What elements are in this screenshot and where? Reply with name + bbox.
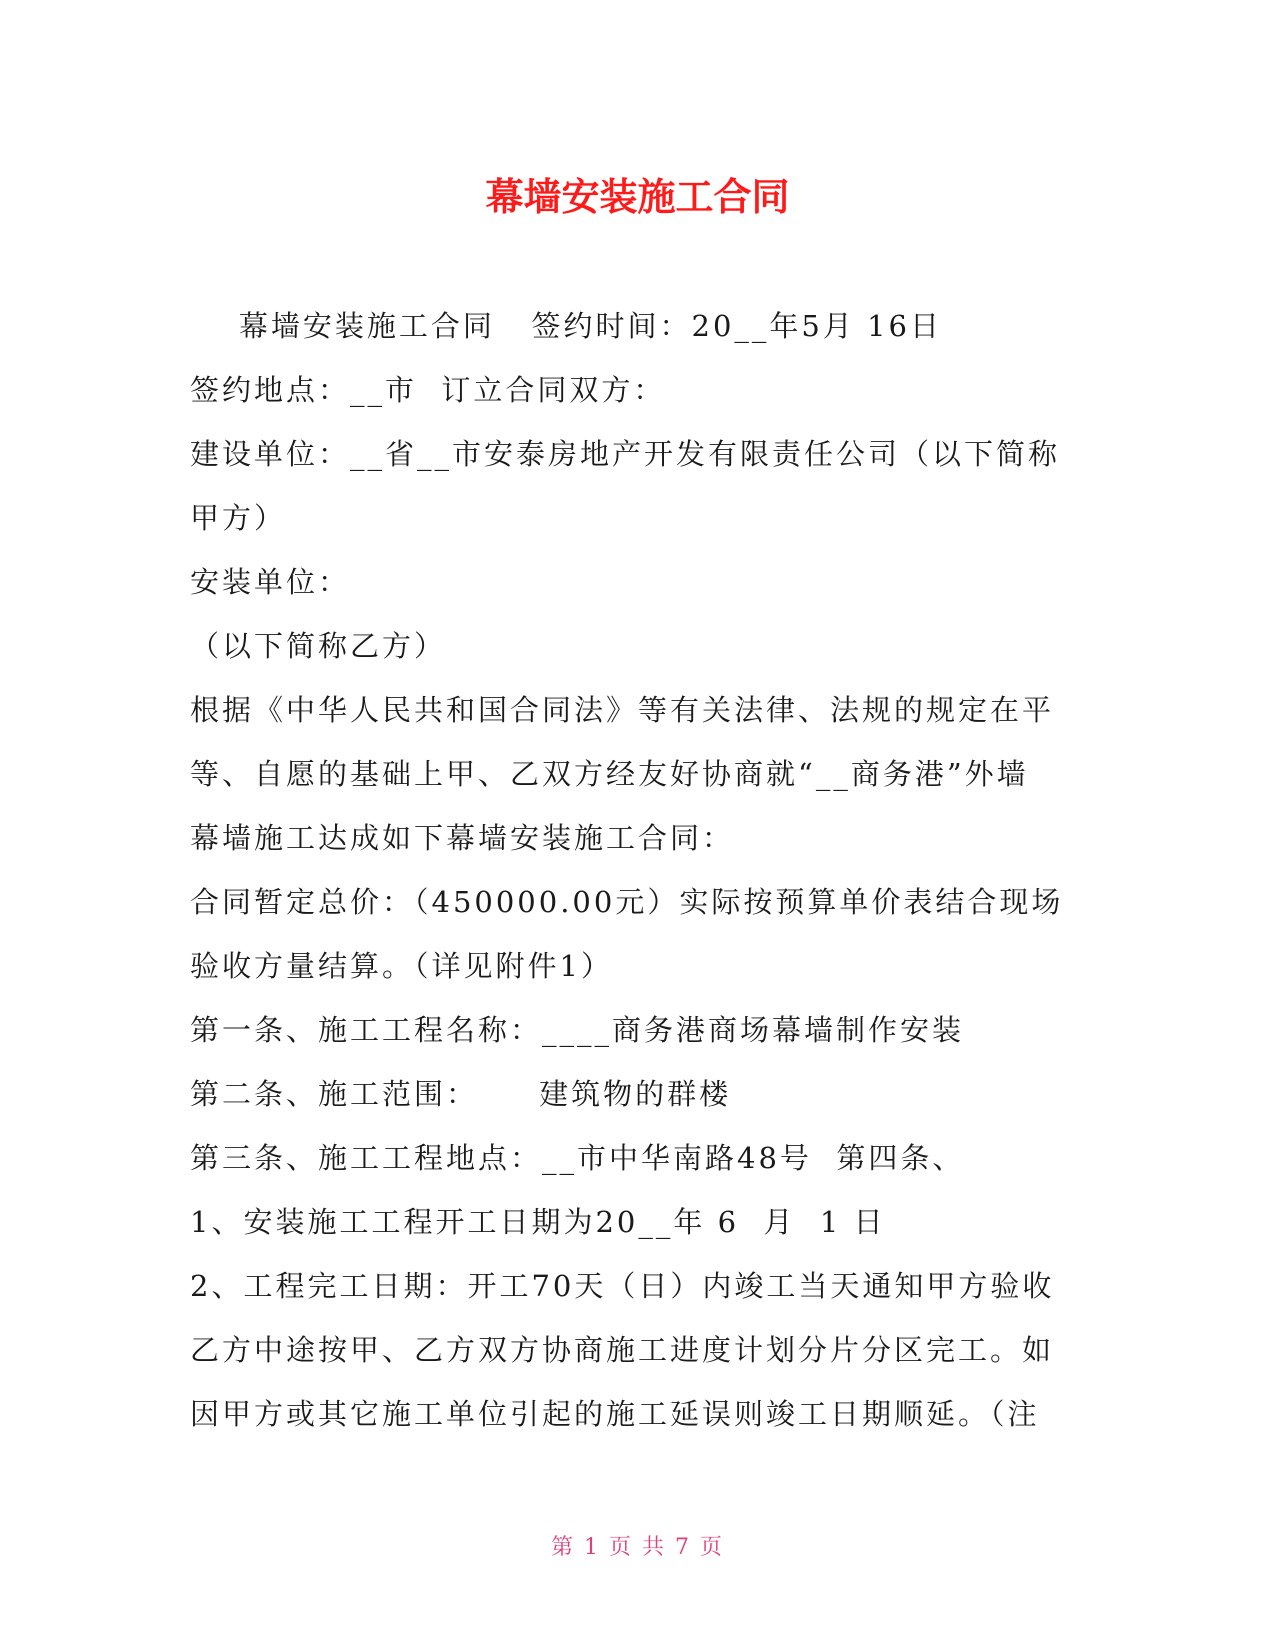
body-line: 第二条、施工范围： 建筑物的群楼 xyxy=(190,1077,732,1111)
body-line: 甲方） xyxy=(190,501,287,535)
body-line: 1、安装施工工程开工日期为20__年 6 月 1 日 xyxy=(190,1205,886,1239)
body-line: 根据《中华人民共和国合同法》等有关法律、法规的规定在平 xyxy=(190,693,1055,727)
body-line: 验收方量结算。（详见附件1） xyxy=(190,949,613,983)
body-line: 幕墙施工达成如下幕墙安装施工合同： xyxy=(190,821,735,855)
body-line: 幕墙安装施工合同 签约时间：20__年5月 16日 xyxy=(190,309,943,343)
body-line: （以下简称乙方） xyxy=(190,629,447,663)
document-title: 幕墙安装施工合同 xyxy=(485,175,790,219)
document-body xyxy=(190,294,1090,1446)
body-line: 因甲方或其它施工单位引起的施工延误则竣工日期顺延。（注 xyxy=(190,1397,1040,1431)
body-line: 第三条、施工工程地点：__市中华南路48号 第四条、 xyxy=(190,1141,965,1175)
body-line: 合同暂定总价：（450000.00元）实际按预算单价表结合现场 xyxy=(190,885,1064,919)
body-line: 2、工程完工日期：开工70天（日）内竣工当天通知甲方验收 xyxy=(190,1269,1055,1303)
body-line: 乙方中途按甲、乙方双方协商施工进度计划分片分区完工。如 xyxy=(190,1333,1055,1367)
page-footer: 第 1 页 共 7 页 xyxy=(551,1535,724,1560)
body-line: 签约地点：__市 订立合同双方： xyxy=(190,373,666,407)
body-line: 等、自愿的基础上甲、乙双方经友好协商就“__商务港”外墙 xyxy=(190,757,1029,791)
body-line: 安装单位： xyxy=(190,565,351,599)
body-line: 建设单位：__省__市安泰房地产开发有限责任公司（以下简称 xyxy=(190,437,1061,471)
body-line: 第一条、施工工程名称：____商务港商场幕墙制作安装 xyxy=(190,1013,965,1047)
